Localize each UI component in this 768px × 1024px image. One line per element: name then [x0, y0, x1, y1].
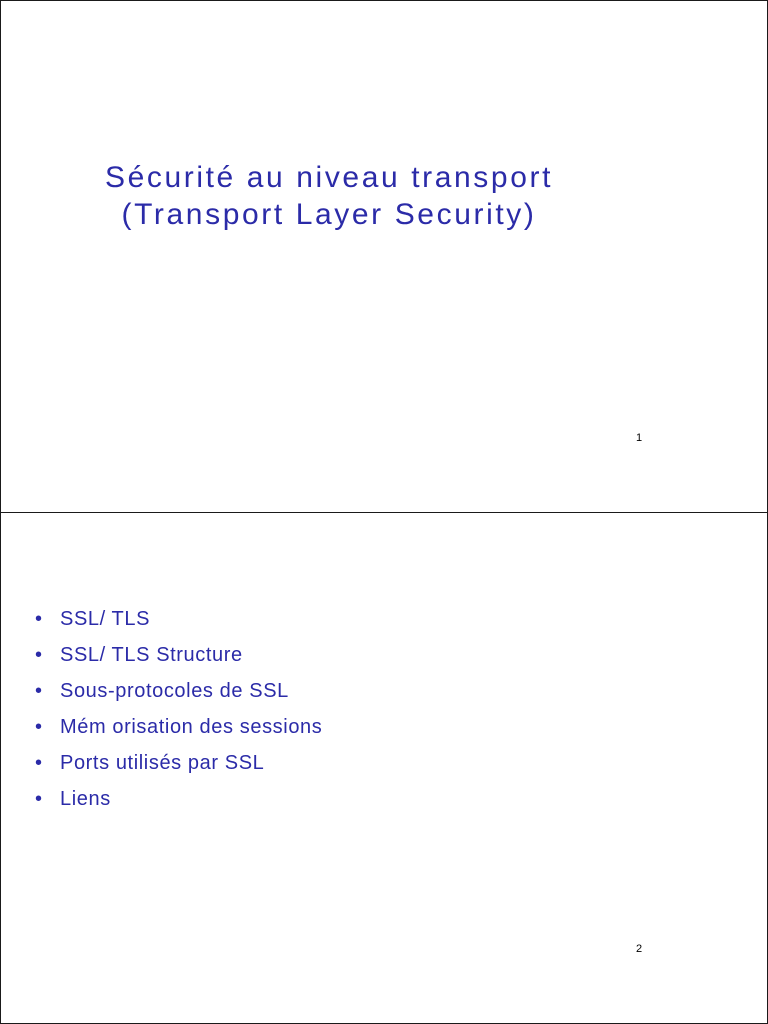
- page-number: 2: [636, 943, 643, 955]
- title-line-1: Sécurité au niveau transport: [104, 161, 554, 194]
- slide-title: [1, 159, 657, 233]
- list-item-label: SSL/ TLS: [60, 608, 151, 630]
- list-item-label: Liens: [60, 788, 111, 810]
- list-item-label: Mém orisation des sessions: [60, 716, 323, 738]
- bullet-icon: •: [35, 608, 43, 630]
- list-item: [35, 601, 322, 637]
- bullet-icon: •: [35, 680, 43, 702]
- bullet-list: [35, 601, 322, 817]
- list-item: [35, 745, 322, 781]
- page-number: 1: [636, 432, 643, 444]
- list-item: [35, 781, 322, 817]
- list-item: [35, 673, 322, 709]
- list-item: [35, 709, 322, 745]
- title-line-2: (Transport Layer Security): [121, 198, 537, 231]
- list-item-label: SSL/ TLS Structure: [60, 644, 243, 666]
- bullet-icon: •: [35, 716, 43, 738]
- list-item-label: Ports utilisés par SSL: [60, 752, 265, 774]
- slide-2: [0, 512, 768, 1024]
- list-item-label: Sous-protocoles de SSL: [60, 680, 289, 702]
- bullet-icon: •: [35, 788, 43, 810]
- bullet-icon: •: [35, 644, 43, 666]
- bullet-icon: •: [35, 752, 43, 774]
- list-item: [35, 637, 322, 673]
